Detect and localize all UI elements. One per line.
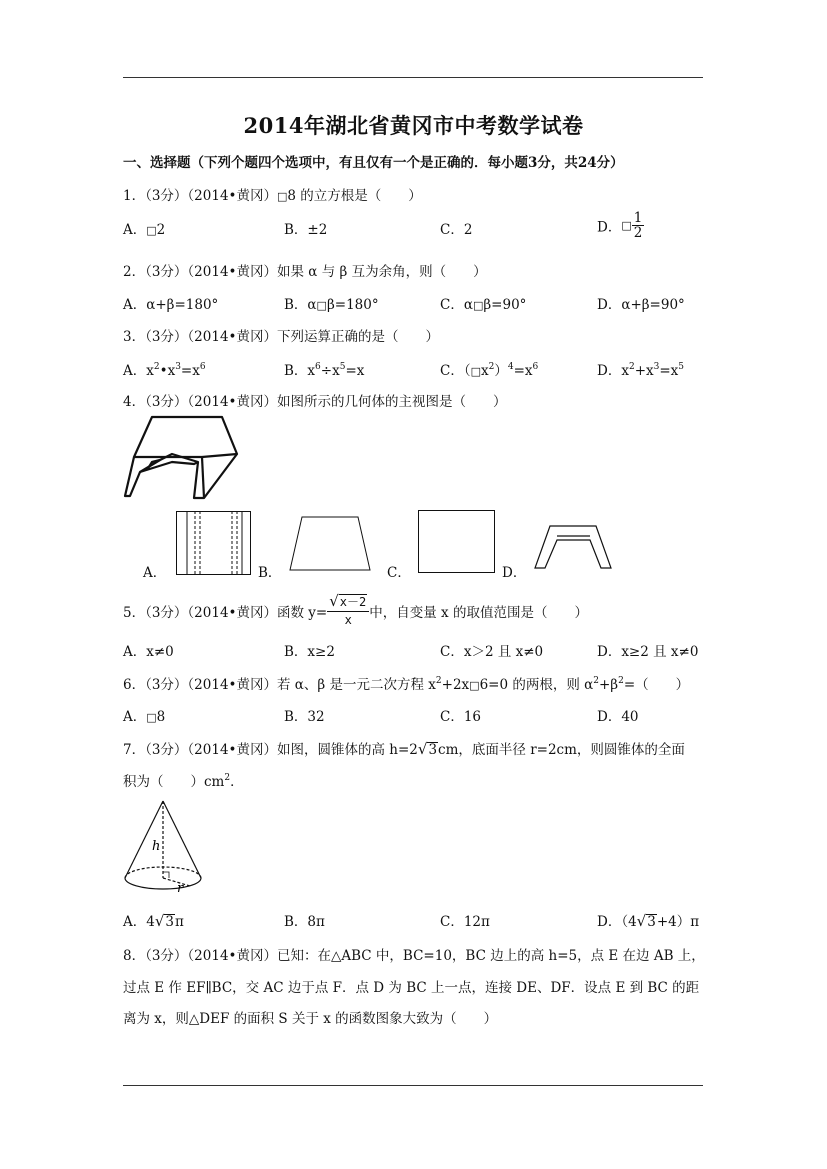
solid-top-edge [134, 454, 237, 457]
right-angle-mark [163, 872, 169, 878]
q3-option-d: D．$x^2+x^3=x^5$ [597, 362, 685, 379]
question-6-stem: 6．（3分）（2014•黄冈）若 α、β 是一元二次方程 $x^2+2x□6=0$ 的两根，则 $\alpha^2+\beta^2=$（ ） [123, 676, 690, 693]
q4-option-b-label: B． [258, 565, 282, 581]
q4-option-c-label: C． [387, 565, 411, 581]
q1-option-b: B．±2 [284, 222, 328, 238]
cone-label-r: r [177, 881, 184, 896]
q1-option-d: D．□ $\frac{1}{2}$ [597, 210, 643, 241]
cone-label-h: h [152, 839, 161, 854]
q6-option-d: D．40 [597, 709, 639, 725]
q4-option-d-figure [533, 524, 613, 572]
page-title: 2014年湖北省黄冈市中考数学试卷 [243, 113, 584, 138]
q2-option-a: A．α+β=180° [123, 297, 219, 313]
q4-option-b-figure [288, 516, 372, 572]
q6-option-a: A．□8 [123, 709, 166, 725]
q2-option-d: D．α+β=90° [597, 297, 685, 313]
question-8-line-2: 过点 E 作 EF∥BC，交 AC 边于点 F．点 D 为 BC 上一点，连接 DE、DF．设点 E 到 BC 的距 [123, 980, 700, 996]
q5-option-c: C．x＞2 且 x≠0 [440, 644, 544, 660]
cone-right-side [163, 801, 201, 878]
rectangle [419, 511, 495, 573]
q7-option-b: B．8π [284, 914, 325, 930]
question-8-line-1: 8．（3分）（2014•黄冈）已知：在△ABC 中，BC=10，BC 边上的高 h=5，点 E 在边 AB 上， [123, 948, 705, 964]
q4-solid-figure [122, 412, 242, 502]
q4-option-a-label: A． [143, 565, 167, 581]
question-5-stem: 5．（3分）（2014•黄冈）函数 y= $\frac{√x-2}{x}$ 中，自变量 x 的取值范围是（ ） [123, 592, 588, 627]
q4-option-a-figure [176, 511, 252, 576]
question-8-line-3: 离为 x，则△DEF 的面积 S 关于 x 的函数图象大致为（ ） [123, 1011, 498, 1027]
q7-option-a: A．4√3π [123, 912, 184, 930]
cone-base-front [125, 878, 201, 889]
q6-option-b: B．32 [284, 709, 325, 725]
q6-option-c: C．16 [440, 709, 482, 725]
question-7-stem-line-1: 7．（3分）（2014•黄冈）如图，圆锥体的高 h=2√3cm，底面半径 r=2cm，则圆锥体的全面 [123, 740, 685, 758]
q3-option-a: A．$x^2•x^3=x^6$ [123, 362, 206, 379]
question-2-stem: 2．（3分）（2014•黄冈）如果 α 与 β 互为余角，则（ ） [123, 264, 487, 280]
q3-option-b: B．$x^6\div x^5=x$ [284, 362, 365, 379]
question-7-stem-line-2: 积为（ ）$cm^2$． [123, 773, 244, 790]
question-3-stem: 3．（3分）（2014•黄冈）下列运算正确的是（ ） [123, 329, 439, 345]
option-a-frame [177, 512, 251, 575]
solid-front-edge [202, 457, 204, 498]
footer-rule [123, 1085, 703, 1086]
radical-fraction: $\frac{√x-2}{x}$ [327, 593, 369, 629]
q2-option-b: B．α□β=180° [284, 297, 379, 313]
arch-outline [535, 526, 611, 568]
section-heading: 一、选择题（下列个题四个选项中，有且仅有一个是正确的．每小题3分，共24分） [123, 155, 624, 171]
q5-option-b: B．x≥2 [284, 644, 335, 660]
q7-cone-figure [122, 798, 204, 894]
q7-option-d: D．（4√3+4）π [597, 912, 700, 930]
q2-option-c: C．α□β=90° [440, 297, 527, 313]
header-rule [123, 77, 703, 78]
q5-option-a: A．x≠0 [123, 644, 174, 660]
q4-option-c-figure [418, 510, 496, 574]
q1-option-a: A．□2 [123, 222, 166, 238]
q5-option-d: D．x≥2 且 x≠0 [597, 644, 699, 660]
q3-option-c: C．$(□x^2)^4=x^6$ [440, 362, 539, 379]
q1-option-c: C．2 [440, 222, 473, 238]
question-1-stem: 1．（3分）（2014•黄冈）□8 的立方根是（ ） [123, 188, 422, 204]
question-4-stem: 4．（3分）（2014•黄冈）如图所示的几何体的主视图是（ ） [123, 394, 507, 410]
fraction: $\frac{1}{2}$ [633, 210, 643, 241]
missing-glyph: □ [277, 190, 288, 203]
q7-option-c: C．12π [440, 914, 490, 930]
q4-option-d-label: D． [502, 565, 527, 581]
trapezoid [290, 517, 370, 570]
